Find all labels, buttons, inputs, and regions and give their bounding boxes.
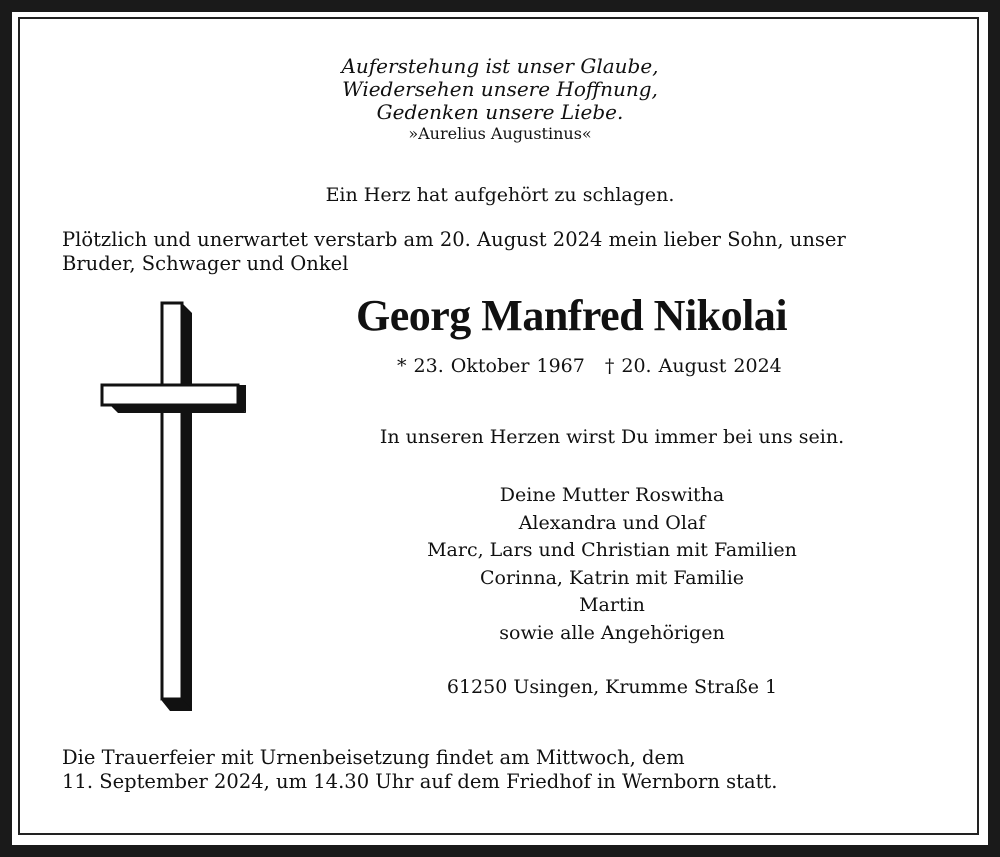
motto-line-2: Wiedersehen unsere Hoffnung,	[342, 77, 658, 101]
motto-line-3: Gedenken unsere Liebe.	[376, 100, 624, 124]
funeral-line-2: 11. September 2024, um 14.30 Uhr auf dem Friedhof in Wernborn statt.	[62, 770, 778, 793]
intro-line-2: Bruder, Schwager und Onkel	[62, 252, 349, 275]
obituary-page	[12, 12, 988, 845]
address: 61250 Usingen, Krumme Straße 1	[446, 676, 778, 698]
intro-line-1: Plötzlich und unerwartet verstarb am 20. August 2024 mein lieber Sohn, unser	[62, 228, 846, 251]
motto	[12, 55, 988, 144]
mourner-4: Corinna, Katrin mit Familie	[479, 566, 745, 589]
mourner-1: Deine Mutter Roswitha	[499, 484, 725, 506]
deceased-name: Georg Manfred Nikolai	[356, 291, 788, 340]
funeral-info	[62, 746, 942, 794]
funeral-line-1: Die Trauerfeier mit Urnenbeisetzung findet am Mittwoch, dem	[62, 746, 685, 769]
memorial-line: In unseren Herzen wirst Du immer bei uns sein.	[379, 426, 845, 448]
motto-line-1: Auferstehung ist unser Glaube,	[341, 54, 659, 78]
death-date: † 20. August 2024	[604, 355, 782, 377]
heart-line: Ein Herz hat aufgehört zu schlagen.	[325, 184, 675, 206]
motto-author: »Aurelius Augustinus«	[408, 124, 592, 143]
cross-icon	[100, 301, 260, 711]
mourners-list	[312, 482, 912, 648]
mourner-6: sowie alle Angehörigen	[499, 621, 725, 644]
mourner-3: Marc, Lars und Christian mit Familien	[427, 539, 797, 562]
life-dates	[397, 355, 782, 377]
mourner-2: Alexandra und Olaf	[518, 511, 706, 534]
mourner-5: Martin	[579, 594, 645, 617]
intro-text	[62, 228, 942, 276]
birth-date: * 23. Oktober 1967	[397, 355, 585, 377]
